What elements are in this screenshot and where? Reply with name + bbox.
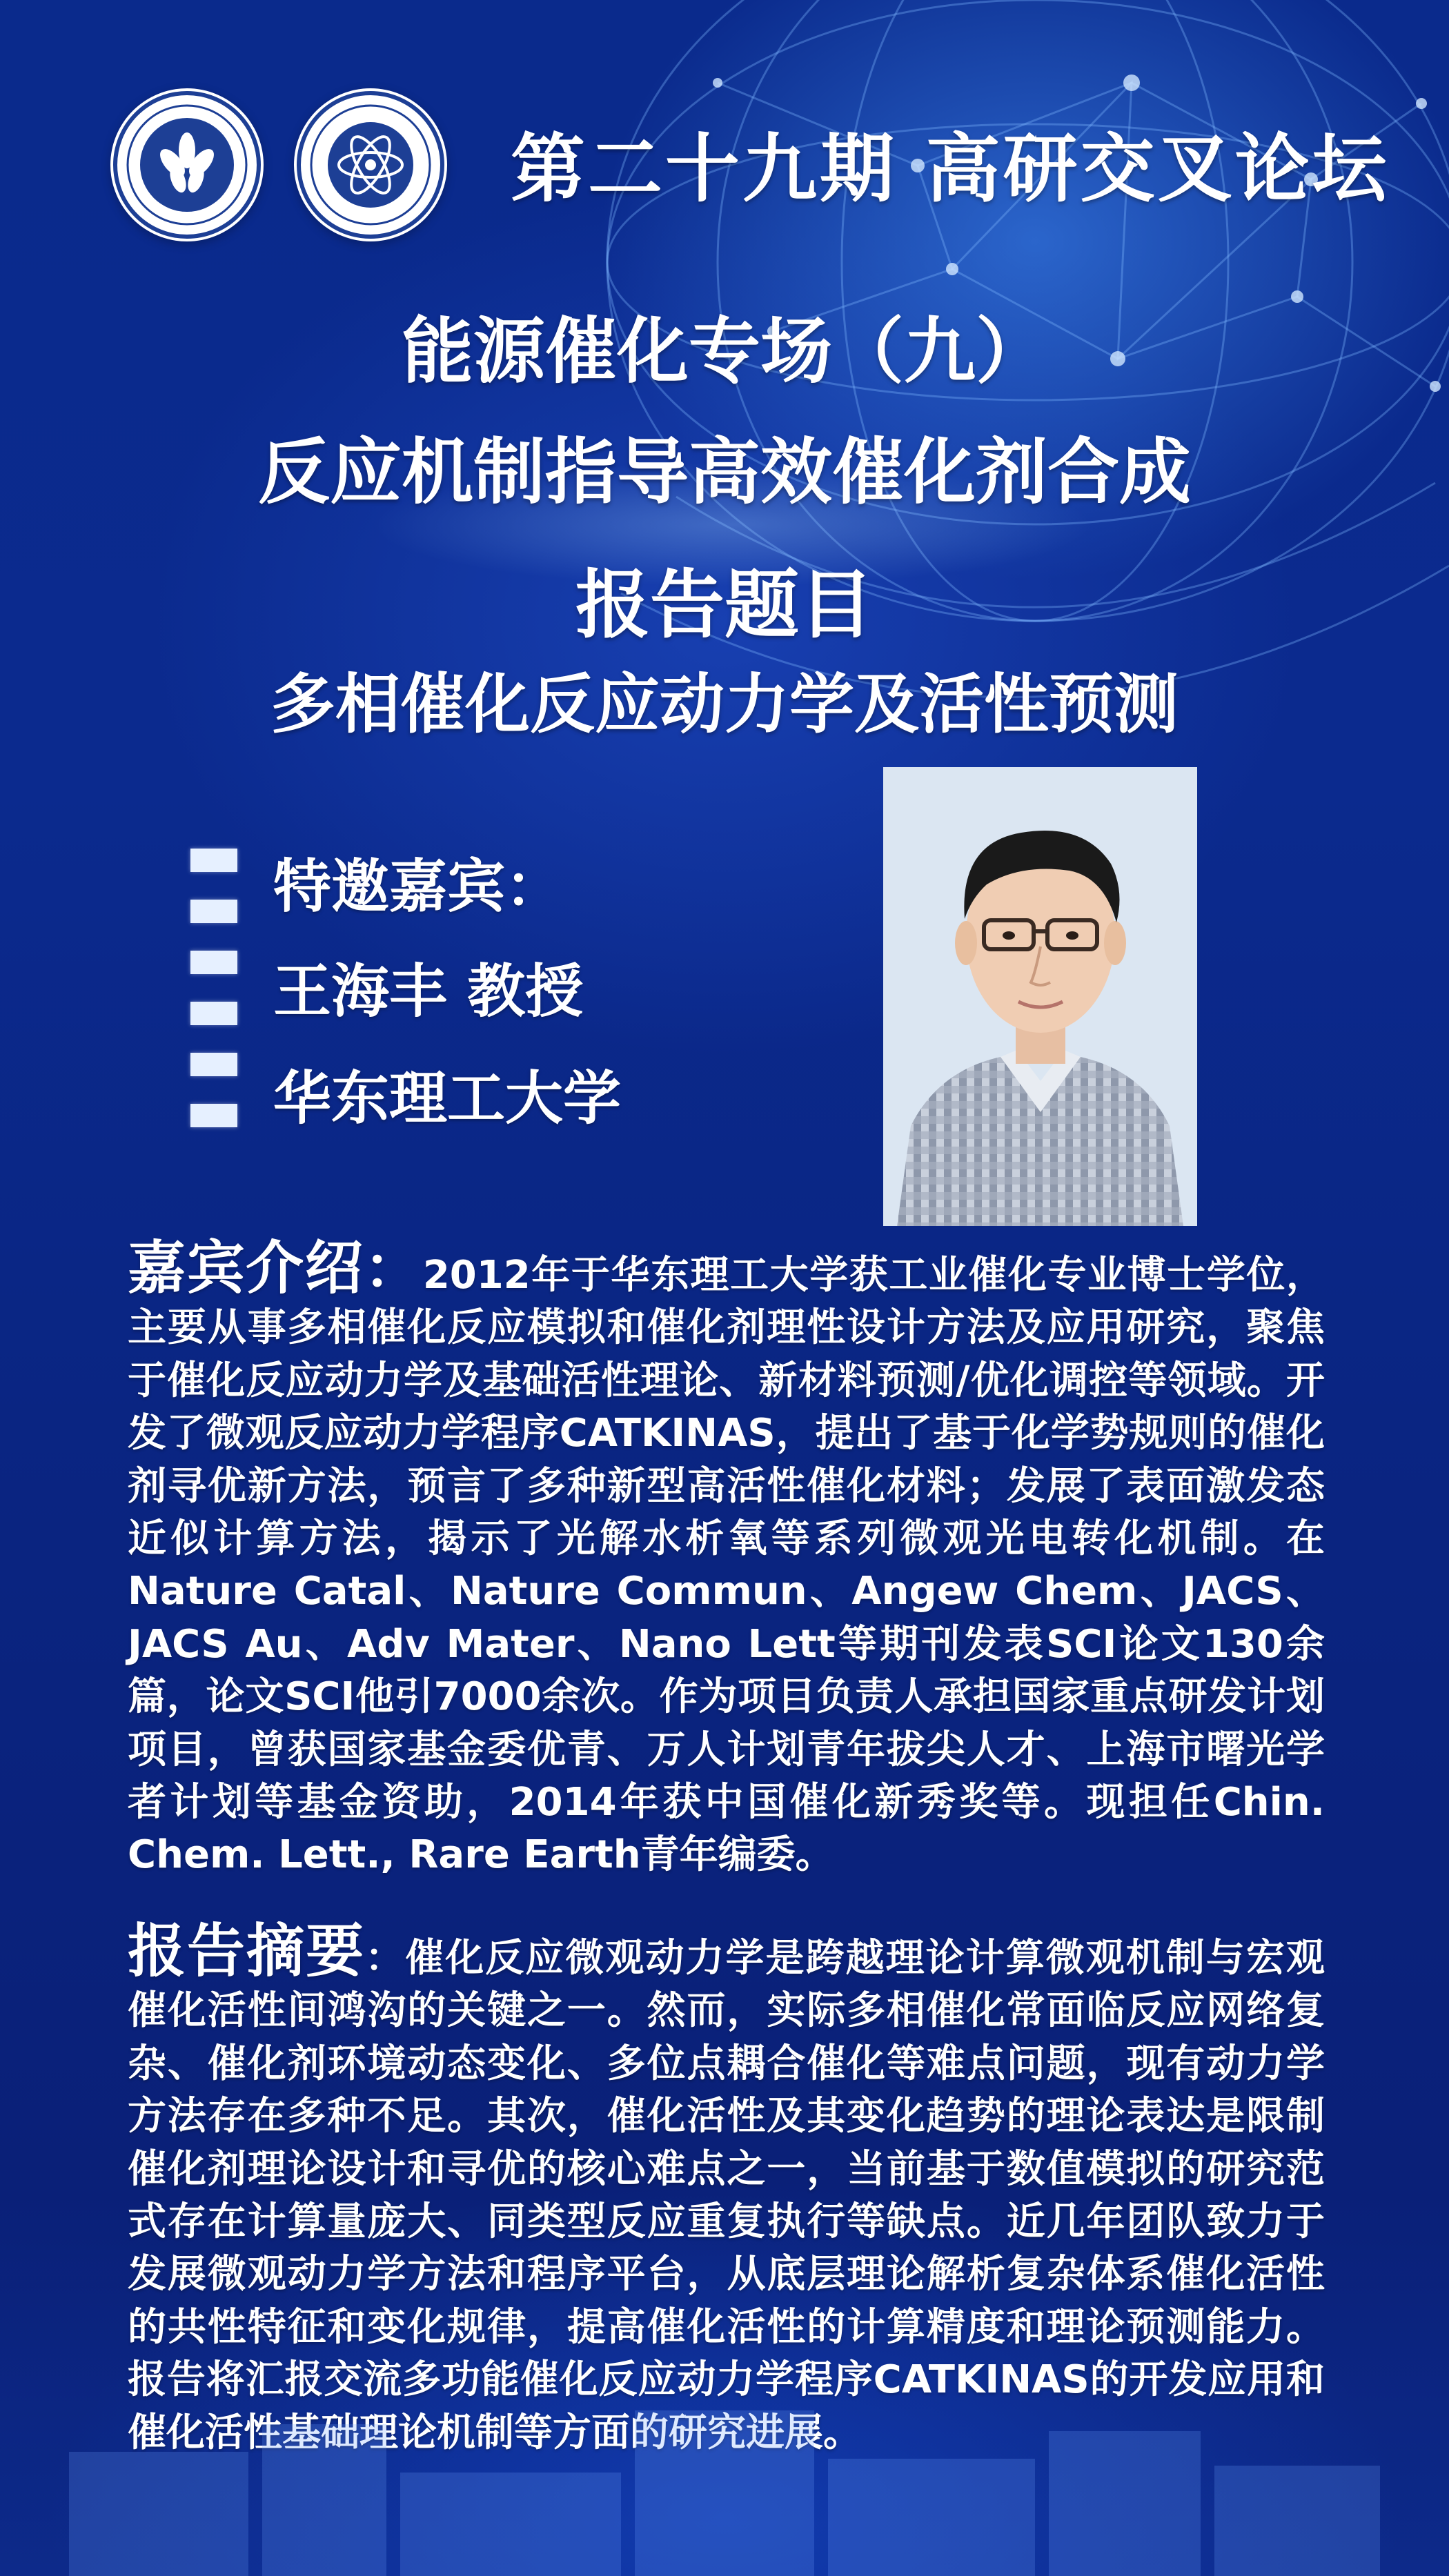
guest-introduction (128, 1234, 1325, 1882)
bullet-icon (190, 1002, 237, 1025)
bullet-icon (190, 951, 237, 974)
guest-portrait-photo (883, 767, 1197, 1226)
magnolia-emblem-icon (110, 88, 264, 241)
portrait-illustration (883, 767, 1197, 1226)
sari-science-forum-logo (294, 88, 447, 241)
atom-emblem-icon (294, 88, 447, 241)
guest-name: 王海丰 教授 (273, 958, 584, 1025)
report-title: 多相催化反应动力学及活性预测 (270, 667, 1179, 742)
intro-heading: 嘉宾介绍： (128, 1234, 423, 1302)
report-heading: 报告题目 (575, 562, 874, 648)
session-title: 能源催化专场（九） (401, 309, 1047, 393)
guest-label: 特邀嘉宾： (273, 853, 564, 920)
bullet-decoration (190, 849, 239, 1155)
guest-affiliation: 华东理工大学 (273, 1064, 622, 1132)
bullet-icon (190, 849, 237, 872)
intro-text: 2012年于华东理工大学获工业催化专业博士学位，主要从事多相催化反应模拟和催化剂理性设计方法及应用研究，聚焦于催化反应动力学及基础活性理论、新材料预测/优化调控等领域。开发了微观反应动力学程序CATKINAS，提出了基于化学势规则的催化剂寻优新方法，预言了多种新型高活性催化材料；发展了表面激发态近似计算方法，揭示了光解水析氧等系列微观光电转化机制。在Nature Catal、Nature Commun、Angew Chem、JACS、JACS Au、Adv Mater、Nano Lett等期刊发表SCI论文130余篇，论文SCI他引7000余次。作为项目负责人承担国家重点研发计划项目，曾获国家基金委优青、万人计划青年拔尖人才、上海市曙光学者计划等基金资助，2014年获中国催化新秀奖等。现担任Chin. Chem. Lett., Rare Earth青年编委。 (128, 1253, 1325, 1878)
abstract-colon: ： (365, 1936, 406, 1981)
bullet-icon (190, 900, 237, 923)
session-subtitle: 反应机制指导高效催化剂合成 (257, 430, 1191, 514)
bullet-icon (190, 1104, 237, 1127)
bullet-icon (190, 1053, 237, 1076)
abstract-heading: 报告摘要 (128, 1917, 366, 1985)
sari-logo (110, 88, 264, 241)
forum-title: 第二十九期 高研交叉论坛 (511, 126, 1390, 212)
abstract-text: 催化反应微观动力学是跨越理论计算微观机制与宏观催化活性间鸿沟的关键之一。然而，实际多相催化常面临反应网络复杂、催化剂环境动态变化、多位点耦合催化等难点问题，现有动力学方法存在多种不足。其次，催化活性及其变化趋势的理论表达是限制催化剂理论设计和寻优的核心难点之一，当前基于数值模拟的研究范式存在计算量庞大、同类型反应重复执行等缺点。近几年团队致力于发展微观动力学方法和程序平台，从底层理论解析复杂体系催化活性的共性特征和变化规律，提高催化活性的计算精度和理论预测能力。报告将汇报交流多功能催化反应动力学程序CATKINAS的开发应用和催化活性基础理论机制等方面的研究进展。 (128, 1936, 1325, 2455)
campus-skyline-decoration (0, 2369, 1449, 2576)
